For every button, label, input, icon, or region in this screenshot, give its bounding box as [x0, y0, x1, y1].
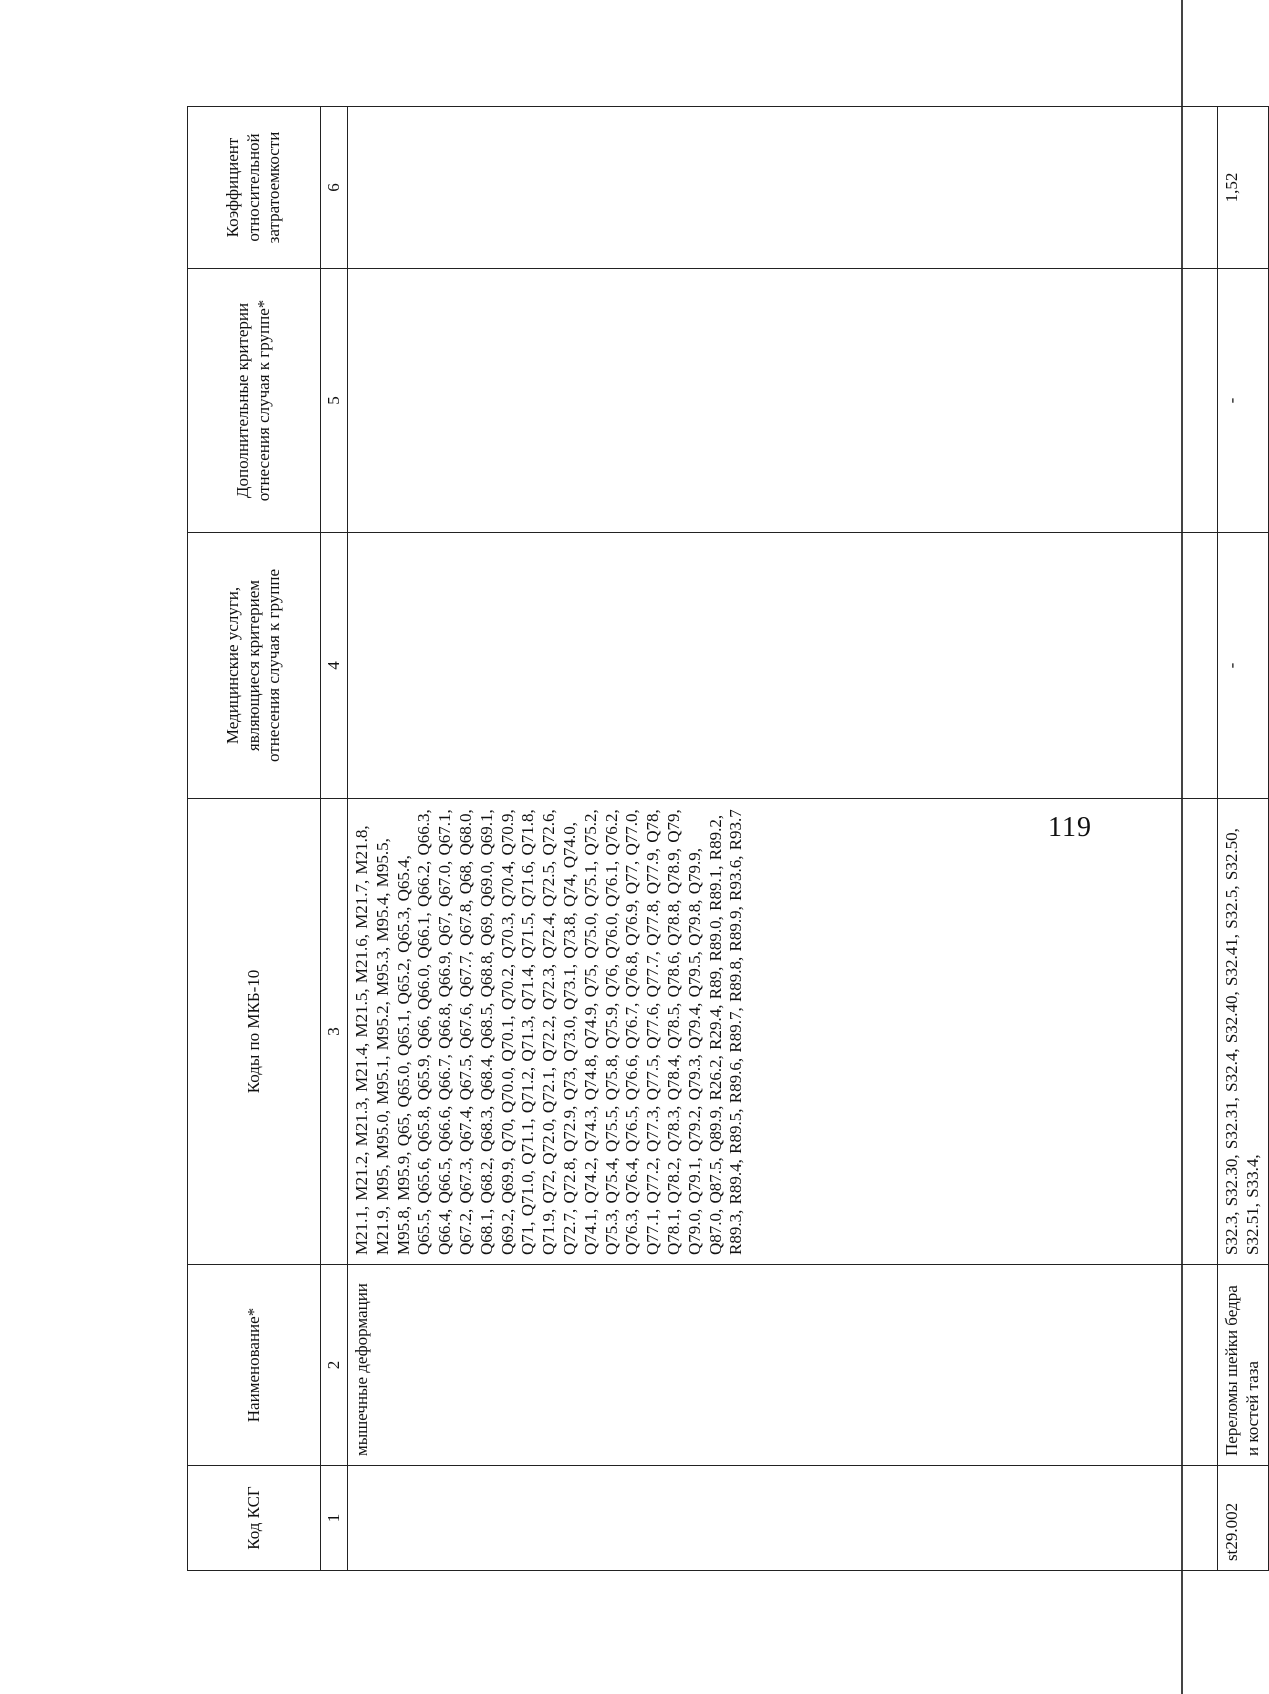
header-coefficient: Коэффициент относительной затратоемкости	[188, 107, 321, 269]
cell-services: -	[1218, 533, 1269, 799]
header-name: Наименование*	[188, 1265, 321, 1466]
ksg-table	[187, 106, 1269, 1571]
cell-mkb-codes: M21.1, M21.2, M21.3, M21.4, M21.5, M21.6, M21.7, M21.8, M21.9, M95, M95.0, M95.1, M95.2, M95.3, M95.4, M95.5, M95.8, M95.9, Q65, Q65.0, Q65.1, Q65.2, Q65.3, Q65.4, Q65.5, Q65.6, Q65.8, Q65.9, Q66, Q66.0, Q66.1, Q66.2, Q66.3, Q66.4, Q66.5, Q66.6, Q66.7, Q66.8, Q66.9, Q67, Q67.0, Q67.1, Q67.2, Q67.3, Q67.4, Q67.5, Q67.6, Q67.7, Q67.8, Q68, Q68.0, Q68.1, Q68.2, Q68.3, Q68.4, Q68.5, Q68.8, Q69, Q69.0, Q69.1, Q69.2, Q69.9, Q70, Q70.0, Q70.1, Q70.2, Q70.3, Q70.4, Q70.9, Q71, Q71.0, Q71.1, Q71.2, Q71.3, Q71.4, Q71.5, Q71.6, Q71.8, Q71.9, Q72, Q72.0, Q72.1, Q72.2, Q72.3, Q72.4, Q72.5, Q72.6, Q72.7, Q72.8, Q72.9, Q73, Q73.0, Q73.1, Q73.8, Q74, Q74.0, Q74.1, Q74.2, Q74.3, Q74.8, Q74.9, Q75, Q75.0, Q75.1, Q75.2, Q75.3, Q75.4, Q75.5, Q75.8, Q75.9, Q76, Q76.0, Q76.1, Q76.2, Q76.3, Q76.4, Q76.5, Q76.6, Q76.7, Q76.8, Q76.9, Q77, Q77.0, Q77.1, Q77.2, Q77.3, Q77.5, Q77.6, Q77.7, Q77.8, Q77.9, Q78, Q78.1, Q78.2, Q78.3, Q78.4, Q78.5, Q78.6, Q78.8, Q78.9, Q79, Q79.0, Q79.1, Q79.2, Q79.3, Q79.4, Q79.5, Q79.8, Q79.9, Q87.0, Q87.5, Q89.9, R26.2, R29.4, R89, R89.0, R89.1, R89.2, R89.3, R89.4, R89.5, R89.6, R89.7, R89.8, R89.9, R93.6, R93.7	[348, 799, 1218, 1265]
header-services: Медицинские услуги, являющиеся критерием отнесения случая к группе	[188, 533, 321, 799]
header-code: Код КСГ	[188, 1466, 321, 1571]
page-number: 119	[1048, 812, 1092, 843]
cell-coefficient	[348, 107, 1218, 269]
column-number: 5	[321, 269, 348, 533]
cell-name: мышечные деформации	[348, 1265, 1218, 1466]
cell-coefficient: 1,52	[1218, 107, 1269, 269]
cell-code: st29.002	[1218, 1466, 1269, 1571]
header-mkb-codes: Коды по МКБ-10	[188, 799, 321, 1265]
cell-mkb-codes: S32.3, S32.30, S32.31, S32.4, S32.40, S32.41, S32.5, S32.50, S32.51, S33.4,	[1218, 799, 1269, 1265]
table-row	[1218, 107, 1269, 1571]
column-number: 1	[321, 1466, 348, 1571]
column-number: 4	[321, 533, 348, 799]
header-extra-criteria: Дополнительные критерии отнесения случая к группе*	[188, 269, 321, 533]
column-number: 6	[321, 107, 348, 269]
table-header-row	[188, 107, 321, 1571]
column-number-row	[321, 107, 348, 1571]
cell-extra-criteria: -	[1218, 269, 1269, 533]
cell-name: Переломы шейки бедра и костей таза	[1218, 1265, 1269, 1466]
column-number: 2	[321, 1265, 348, 1466]
cell-extra-criteria	[348, 269, 1218, 533]
cell-code	[348, 1466, 1218, 1571]
table-row	[348, 107, 1218, 1571]
rotated-table-container	[187, 107, 1269, 1571]
column-number: 3	[321, 799, 348, 1265]
cell-services	[348, 533, 1218, 799]
